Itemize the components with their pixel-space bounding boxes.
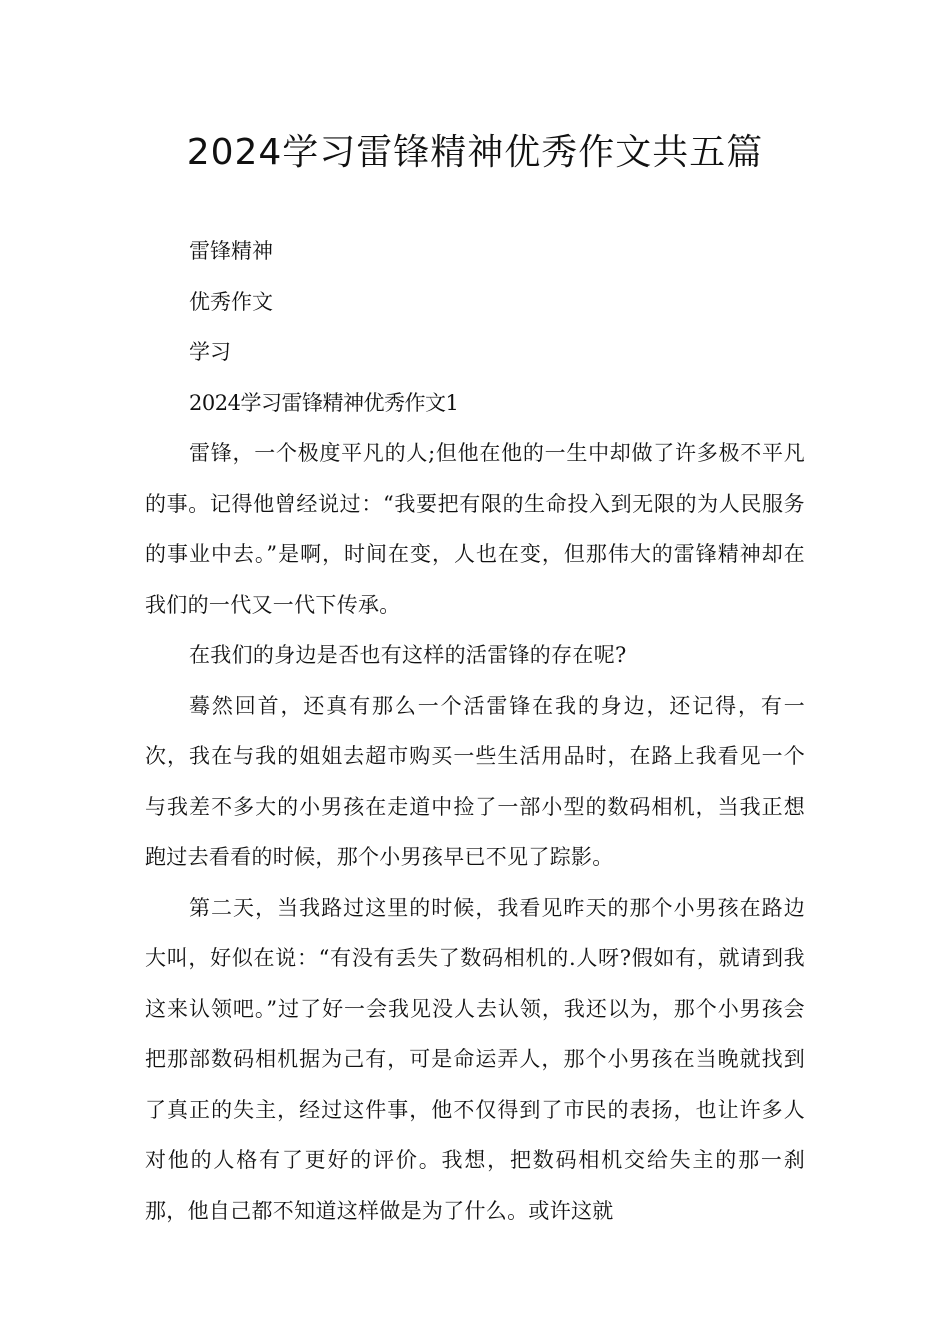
paragraph: 在我们的身边是否也有这样的活雷锋的存在呢? (189, 643, 627, 667)
keyword-line: 学习 (189, 340, 231, 364)
paragraph: 雷锋，一个极度平凡的人;但他在他的一生中却做了许多极不平凡的事。记得他曾经说过：“我要把有限的生命投入到无限的为人民服务的事业中去。”是啊，时间在变，人也在变，但那伟大的雷锋精神却在我们的一代又一代下传承。 (145, 441, 805, 617)
paragraph: 第二天，当我路过这里的时候，我看见昨天的那个小男孩在路边大叫，好似在说：“有没有丢失了数码相机的.人呀?假如有，就请到我这来认领吧。”过了好一会我见没人去认领，我还以为，那个小男孩会把那部数码相机据为己有，可是命运弄人，那个小男孩在当晚就找到了真正的失主，经过这件事，他不仅得到了市民的表扬，也让许多人对他的人格有了更好的评价。我想，把数码相机交给失主的那一刹那，他自己都不知道这样做是为了什么。或许这就 (145, 895, 805, 1223)
section-heading: 2024学习雷锋精神优秀作文1 (189, 390, 459, 415)
document-body (145, 226, 805, 1236)
document-title: 2024学习雷锋精神优秀作文共五篇 (186, 132, 764, 173)
keyword-line: 优秀作文 (189, 289, 273, 314)
paragraph: 蓦然回首，还真有那么一个活雷锋在我的身边，还记得，有一次，我在与我的姐姐去超市购买一些生活用品时，在路上我看见一个与我差不多大的小男孩在走道中捡了一部小型的数码相机，当我正想跑过去看看的时候，那个小男孩早已不见了踪影。 (145, 693, 805, 869)
keyword-line: 雷锋精神 (189, 239, 273, 263)
